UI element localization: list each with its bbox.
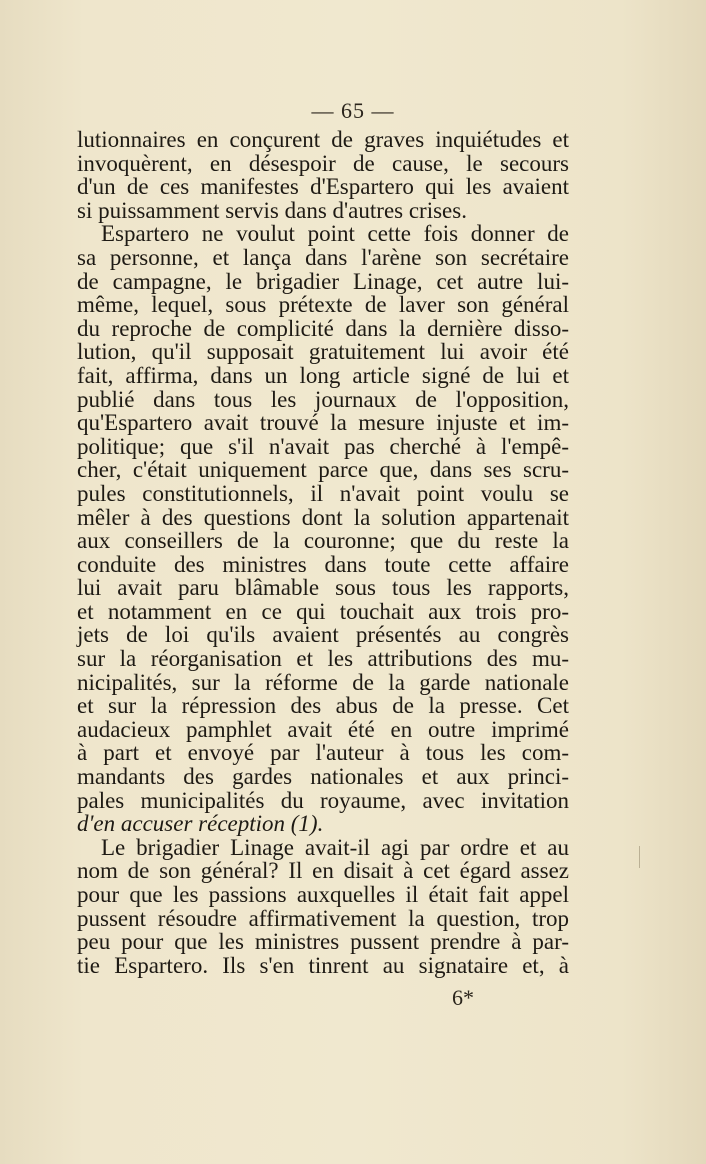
text-line: de campagne, le brigadier Linage, cet autre lui-: [77, 268, 569, 294]
text-line: jets de loi qu'ils avaient présentés au congrès: [77, 622, 569, 648]
text-line: à part et envoyé par l'auteur à tous les com-: [77, 740, 569, 766]
text-line: mêler à des questions dont la solution appartenait: [77, 504, 569, 530]
text-line: publié dans tous les journaux de l'opposition,: [77, 386, 569, 412]
text-line: même, lequel, sous prétexte de laver son général: [77, 292, 569, 318]
text-line: aux conseillers de la couronne; que du reste la: [77, 528, 569, 554]
margin-rule: [639, 846, 640, 868]
text-line: d'un de ces manifestes d'Espartero qui les avaient: [77, 174, 569, 200]
text-line: nom de son général? Il en disait à cet égard assez: [77, 858, 569, 884]
text-line: conduite des ministres dans toute cette affaire: [77, 551, 569, 577]
text-line: sa personne, et lança dans l'arène son secrétaire: [77, 244, 569, 270]
text-line: et sur la répression des abus de la presse. Cet: [77, 693, 569, 719]
text-line: lutionnaires en conçurent de graves inquiétudes et: [77, 127, 569, 152]
italic-text-line: d'en accuser réception (1).: [77, 811, 324, 837]
text-line: nicipalités, sur la réforme de la garde nationale: [77, 669, 569, 695]
text-line: lui avait paru blâmable sous tous les rapports,: [77, 575, 569, 601]
text-line: pales municipalités du royaume, avec invitation: [77, 787, 569, 813]
page-number-header: — 65 —: [311, 98, 395, 123]
text-line: audacieux pamphlet avait été en outre imprimé: [77, 716, 569, 742]
text-line: lution, qu'il supposait gratuitement lui avoir été: [77, 339, 569, 365]
text-line: cher, c'était uniquement parce que, dans ses scru-: [77, 457, 569, 483]
text-line: pussent résoudre affirmativement la question, trop: [77, 905, 569, 931]
signature-mark: 6*: [452, 985, 474, 1010]
paragraph-start-line: Espartero ne voulut point cette fois donner de: [101, 221, 569, 247]
text-line: si puissamment servis dans d'autres crises.: [77, 197, 467, 223]
text-line: tie Espartero. Ils s'en tinrent au signataire et, à: [77, 952, 569, 978]
text-line: pules constitutionnels, il n'avait point voulu se: [77, 480, 569, 506]
body-text: [77, 128, 569, 977]
text-line: qu'Espartero avait trouvé la mesure injuste et im-: [77, 410, 569, 436]
text-line: mandants des gardes nationales et aux princi-: [77, 764, 569, 790]
text-line: peu pour que les ministres pussent prendre à par-: [77, 929, 569, 955]
text-line: invoquèrent, en désespoir de cause, le secours: [77, 150, 569, 176]
paragraph-start-line: Le brigadier Linage avait-il agi par ordre et au: [101, 834, 569, 860]
text-line: pour que les passions auxquelles il était fait appel: [77, 882, 569, 907]
text-line: sur la réorganisation et les attributions des mu-: [77, 646, 569, 672]
text-line: du reproche de complicité dans la dernière disso-: [77, 315, 569, 341]
text-line: et notamment en ce qui touchait aux trois pro-: [77, 598, 569, 624]
text-line: fait, affirma, dans un long article signé de lui et: [77, 362, 569, 388]
text-line: politique; que s'il n'avait pas cherché à l'empê-: [77, 433, 569, 459]
